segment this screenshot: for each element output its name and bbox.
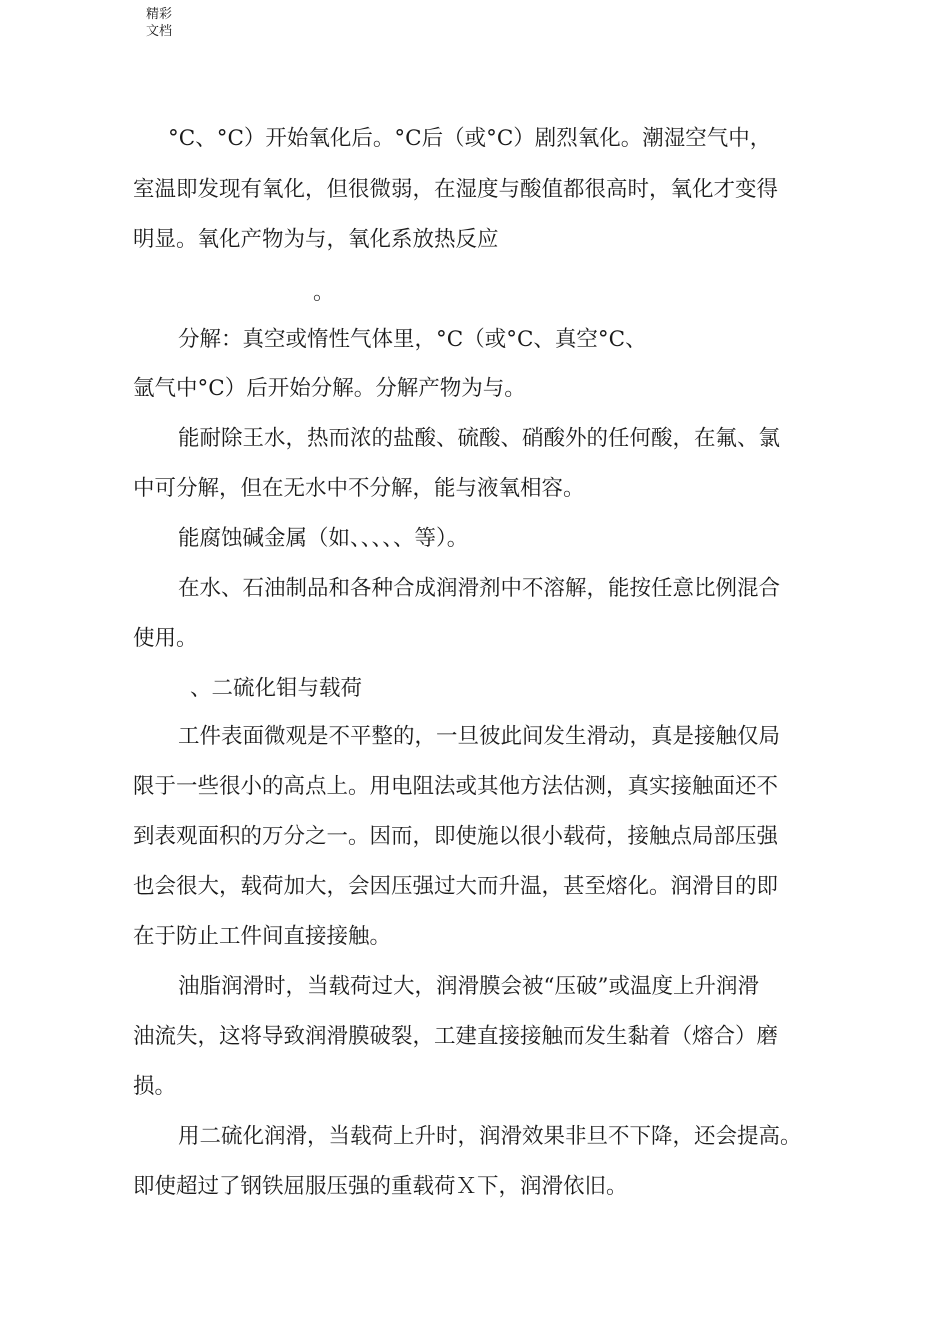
text-line: 油流失，这将导致润滑膜破裂，工建直接接触而发生黏着（熔合）磨 bbox=[133, 1024, 779, 1049]
text-line: 能腐蚀碱金属（如、、、、、等）。 bbox=[178, 526, 469, 551]
text-line: 工件表面微观是不平整的，一旦彼此间发生滑动，真是接触仅局 bbox=[178, 724, 781, 749]
text-line: 能耐除王水，热而浓的盐酸、硫酸、硝酸外的任何酸，在氟、氯 bbox=[178, 426, 781, 451]
text-line: 也会很大，载荷加大，会因压强过大而升温，甚至熔化。润滑目的即 bbox=[133, 874, 779, 899]
text-line: 分解：真空或惰性气体里，°C（或°C、真空°C、 bbox=[178, 327, 647, 352]
text-line: 即使超过了钢铁屈服压强的重载荷Ｘ下，润滑依旧。 bbox=[133, 1174, 628, 1199]
section-heading: 、二硫化钼与载荷 bbox=[190, 676, 363, 701]
text-line: °C、°C）开始氧化后。°C后（或°C）剧烈氧化。潮湿空气中， bbox=[168, 126, 772, 151]
text-line: 用二硫化润滑，当载荷上升时，润滑效果非旦不下降，还会提高。 bbox=[178, 1124, 802, 1149]
text-line: 使用。 bbox=[133, 626, 198, 651]
text-line: 室温即发现有氧化，但很微弱，在湿度与酸值都很高时，氧化才变得 bbox=[133, 177, 779, 202]
text-line: 明显。氧化产物为与，氧化系放热反应 bbox=[133, 227, 499, 252]
page-header: 精彩文档 bbox=[146, 7, 173, 39]
text-line: 在于防止工件间直接接触。 bbox=[133, 924, 392, 949]
text-line: 在水、石油制品和各种合成润滑剂中不溶解，能按任意比例混合 bbox=[178, 576, 781, 601]
text-line: 氩气中°C）后开始分解。分解产物为与。 bbox=[133, 376, 526, 401]
text-line: 限于一些很小的高点上。用电阻法或其他方法估测，真实接触面还不 bbox=[133, 774, 779, 799]
text-line: 。 bbox=[313, 280, 335, 305]
text-line: 油脂润滑时，当载荷过大，润滑膜会被“压破”或温度上升润滑 bbox=[178, 974, 759, 999]
text-line: 损。 bbox=[133, 1074, 177, 1099]
text-line: 中可分解，但在无水中不分解，能与液氧相容。 bbox=[133, 476, 585, 501]
text-line: 到表观面积的万分之一。因而，即使施以很小载荷，接触点局部压强 bbox=[133, 824, 779, 849]
